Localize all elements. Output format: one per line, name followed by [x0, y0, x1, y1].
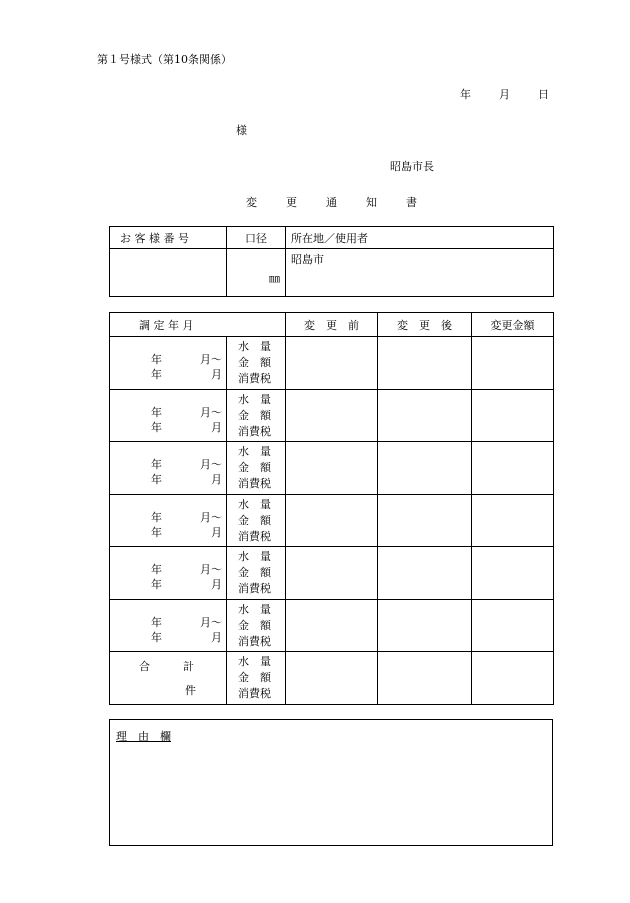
item-consumption-tax: 消費税 — [238, 582, 271, 595]
total-cell — [110, 652, 227, 705]
table-row — [110, 337, 554, 390]
after-cell — [378, 389, 472, 442]
document-title — [246, 194, 446, 210]
after-cell — [378, 652, 472, 705]
item-amount: 金 額 — [238, 408, 271, 422]
item-water-volume: 水 量 — [238, 392, 271, 406]
period-year: 年 — [151, 420, 162, 434]
item-water-volume: 水 量 — [238, 655, 271, 668]
period-cell — [110, 389, 227, 442]
customer-number-header: お 客 様 番 号 — [110, 227, 227, 249]
period-month-to: 月 — [211, 525, 222, 539]
reason-cell — [110, 720, 553, 846]
item-labels — [227, 494, 286, 547]
period-month-to: 月 — [211, 473, 222, 486]
before-cell — [286, 337, 378, 390]
title-char: 書 — [406, 196, 417, 209]
count-label: 件 — [185, 684, 196, 697]
after-header: 変 更 後 — [378, 313, 472, 337]
after-cell — [378, 599, 472, 652]
location-cell — [286, 249, 554, 297]
period-cell — [110, 547, 227, 600]
item-consumption-tax: 消費税 — [238, 529, 271, 543]
period-month-to: 月 — [211, 578, 222, 591]
period-cell — [110, 599, 227, 652]
item-labels — [227, 547, 286, 600]
item-consumption-tax: 消費税 — [238, 424, 271, 438]
amount-cell — [472, 442, 554, 495]
after-cell — [378, 442, 472, 495]
amount-cell — [472, 389, 554, 442]
period-month-from: 月〜 — [200, 510, 222, 524]
item-labels — [227, 337, 286, 390]
after-cell — [378, 547, 472, 600]
item-labels — [227, 442, 286, 495]
before-cell — [286, 494, 378, 547]
period-month-from: 月〜 — [200, 405, 222, 419]
period-year: 年 — [151, 578, 162, 591]
issuer: 昭島市長 — [390, 160, 434, 173]
period-year: 年 — [151, 405, 162, 419]
item-water-volume: 水 量 — [238, 497, 271, 511]
item-consumption-tax: 消費税 — [238, 634, 271, 648]
table-row — [110, 494, 554, 547]
period-cell — [110, 442, 227, 495]
item-labels — [227, 652, 286, 705]
item-water-volume: 水 量 — [238, 602, 271, 616]
period-year: 年 — [151, 458, 162, 471]
form-number: 第１号様式（第10条関係） — [97, 53, 232, 66]
title-char: 変 — [246, 196, 257, 209]
amount-cell — [472, 652, 554, 705]
item-consumption-tax: 消費税 — [238, 372, 271, 385]
item-amount: 金 額 — [238, 513, 271, 527]
period-month-from: 月〜 — [200, 458, 222, 471]
amount-cell — [472, 599, 554, 652]
period-header: 調 定 年 月 — [110, 313, 286, 337]
date-day: 日 — [538, 88, 549, 101]
table-row — [110, 389, 554, 442]
period-year: 年 — [151, 525, 162, 539]
item-amount: 金 額 — [238, 671, 271, 684]
item-amount: 金 額 — [238, 461, 271, 474]
period-year: 年 — [151, 353, 162, 366]
item-amount: 金 額 — [238, 618, 271, 632]
item-water-volume: 水 量 — [238, 550, 271, 563]
period-month-to: 月 — [211, 420, 222, 434]
period-year: 年 — [151, 615, 162, 629]
period-year: 年 — [151, 368, 162, 381]
reason-label: 理 由 欄 — [116, 730, 171, 743]
item-amount: 金 額 — [238, 566, 271, 579]
table-row — [110, 442, 554, 495]
before-cell — [286, 652, 378, 705]
adjustment-table — [109, 312, 554, 705]
item-water-volume: 水 量 — [238, 445, 271, 458]
period-month-from: 月〜 — [200, 353, 222, 366]
table-row — [110, 599, 554, 652]
diameter-header: 口径 — [227, 227, 286, 249]
table-row — [110, 547, 554, 600]
item-labels — [227, 389, 286, 442]
item-consumption-tax: 消費税 — [238, 477, 271, 490]
total-row — [110, 652, 554, 705]
city-name: 昭島市 — [291, 253, 324, 266]
period-month-to: 月 — [211, 630, 222, 644]
total-label: 合 計 — [139, 660, 194, 673]
before-cell — [286, 389, 378, 442]
title-char: 知 — [366, 196, 377, 209]
before-cell — [286, 547, 378, 600]
before-cell — [286, 442, 378, 495]
diameter-cell — [227, 249, 286, 297]
amount-cell — [472, 337, 554, 390]
date-month: 月 — [499, 88, 510, 101]
title-char: 通 — [326, 196, 337, 209]
before-cell — [286, 599, 378, 652]
period-month-from: 月〜 — [200, 563, 222, 576]
unit-mm: ㎜ — [269, 271, 280, 285]
date-year: 年 — [460, 88, 471, 101]
reason-box — [109, 719, 553, 846]
after-cell — [378, 494, 472, 547]
date-line — [460, 86, 549, 102]
before-header: 変 更 前 — [286, 313, 378, 337]
period-year: 年 — [151, 563, 162, 576]
item-consumption-tax: 消費税 — [238, 687, 271, 700]
amount-cell — [472, 547, 554, 600]
amount-header: 変更金額 — [472, 313, 554, 337]
item-labels — [227, 599, 286, 652]
amount-cell — [472, 494, 554, 547]
location-header: 所在地／使用者 — [286, 227, 554, 249]
period-year: 年 — [151, 473, 162, 486]
item-water-volume: 水 量 — [238, 340, 271, 353]
period-cell — [110, 494, 227, 547]
customer-table — [109, 226, 554, 297]
period-month-from: 月〜 — [200, 615, 222, 629]
addressee-suffix: 様 — [236, 124, 247, 137]
period-cell — [110, 337, 227, 390]
item-amount: 金 額 — [238, 356, 271, 369]
title-char: 更 — [286, 196, 297, 209]
period-year: 年 — [151, 630, 162, 644]
period-month-to: 月 — [211, 368, 222, 381]
period-year: 年 — [151, 510, 162, 524]
customer-number-cell — [110, 249, 227, 297]
after-cell — [378, 337, 472, 390]
